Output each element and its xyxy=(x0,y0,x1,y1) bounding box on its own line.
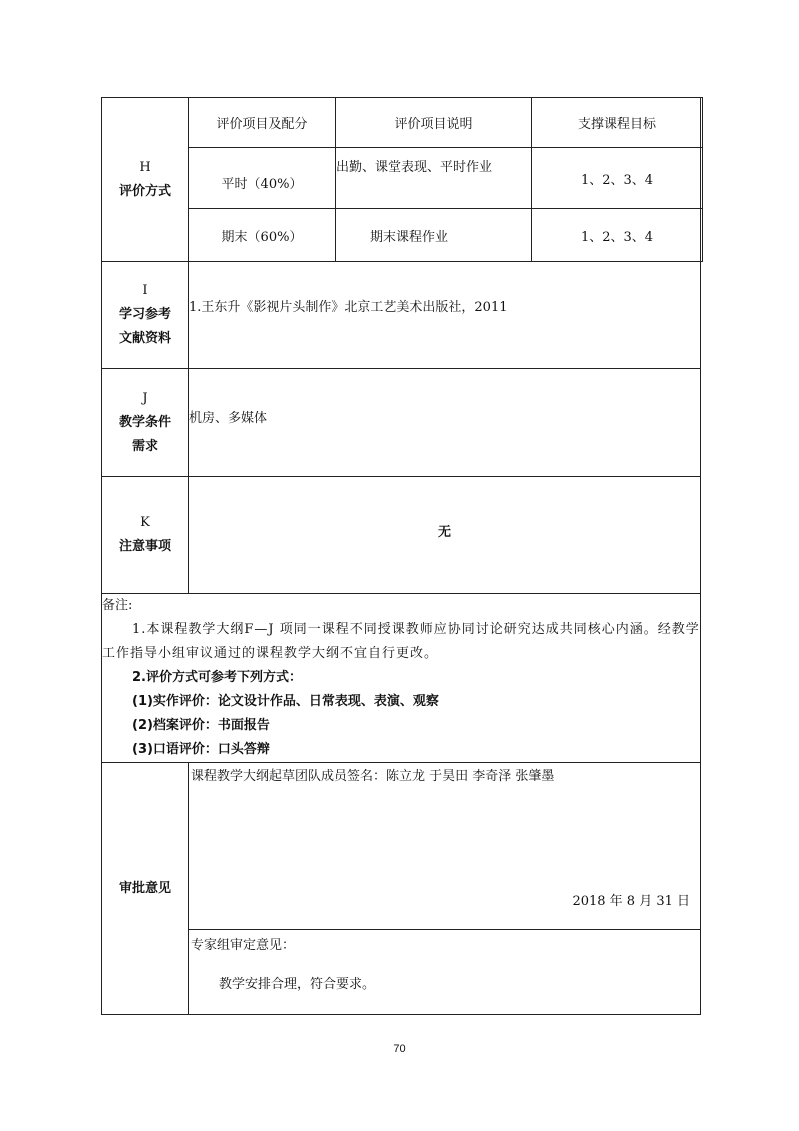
remarks-heading: 备注: xyxy=(102,598,133,613)
notices-content: 无 xyxy=(189,477,701,594)
approval-row-bottom xyxy=(102,930,701,1015)
remarks-item3: (3)口语评价：口头答辩 xyxy=(132,742,270,757)
notices-label-cell xyxy=(102,477,189,594)
notices-title: 注意事项 xyxy=(118,539,171,554)
notices-letter: K xyxy=(140,515,150,530)
sign-date: 2018 年 8 月 31 日 xyxy=(572,894,690,909)
references-title-1: 学习参考 xyxy=(118,307,171,322)
remarks-item2: (2)档案评价：书面报告 xyxy=(132,718,270,733)
evaluation-subtable xyxy=(188,97,703,262)
remarks-cell xyxy=(102,594,701,763)
conditions-letter: J xyxy=(142,390,148,406)
row1-item: 平时（40%） xyxy=(189,148,336,209)
row1-desc: 出勤、课堂表现、平时作业 xyxy=(336,148,532,209)
expert-label: 专家组审定意见： xyxy=(191,938,296,953)
row2-item: 期末（60%） xyxy=(189,209,336,262)
references-label-cell xyxy=(102,262,189,369)
conditions-content: 机房、多媒体 xyxy=(189,369,701,477)
header-desc: 评价项目说明 xyxy=(336,98,532,148)
remarks-line1: 1.本课程教学大纲F—J 项同一课程不同授课教师应协同讨论研究达成共同核心内涵。经教学工作指导小组审议通过的课程教学大纲不宜自行更改。 xyxy=(102,622,700,661)
approval-row-top xyxy=(102,763,701,930)
expert-cell xyxy=(189,930,701,1015)
remarks-row xyxy=(102,594,701,763)
expert-opinion: 教学安排合理，符合要求。 xyxy=(219,977,376,992)
row2-goals: 1、2、3、4 xyxy=(532,209,703,262)
approval-label-cell xyxy=(102,763,189,1015)
conditions-label-cell xyxy=(102,369,189,477)
remarks-item1: (1)实作评价：论文设计作品、日常表现、表演、观察 xyxy=(132,694,439,709)
references-content: 1.王东升《影视片头制作》北京工艺美术出版社，2011 xyxy=(189,262,701,369)
team-sign-cell xyxy=(189,763,701,930)
references-letter: I xyxy=(142,283,148,298)
references-title-2: 文献资料 xyxy=(118,331,171,346)
conditions-title-2: 需求 xyxy=(131,438,158,454)
conditions-title-1: 教学条件 xyxy=(118,414,171,430)
team-sign: 课程教学大纲起草团队成员签名：陈立龙 于昊田 李奇泽 张肇墨 xyxy=(191,769,555,784)
evaluation-letter: H xyxy=(139,159,151,175)
row2-desc: 期末课程作业 xyxy=(336,209,532,262)
evaluation-row xyxy=(102,98,701,262)
header-goals: 支撑课程目标 xyxy=(532,98,703,148)
references-row xyxy=(102,262,701,369)
notices-row xyxy=(102,477,701,594)
remarks-line2: 2.评价方式可参考下列方式： xyxy=(132,670,302,685)
header-item: 评价项目及配分 xyxy=(189,98,336,148)
evaluation-title: 评价方式 xyxy=(118,183,171,199)
evaluation-content-cell xyxy=(189,98,701,262)
conditions-row xyxy=(102,369,701,477)
page-number: 70 xyxy=(393,1043,406,1055)
evaluation-label-cell xyxy=(102,98,189,262)
syllabus-table xyxy=(101,97,701,1015)
row1-goals: 1、2、3、4 xyxy=(532,148,703,209)
approval-title: 审批意见 xyxy=(118,880,171,896)
